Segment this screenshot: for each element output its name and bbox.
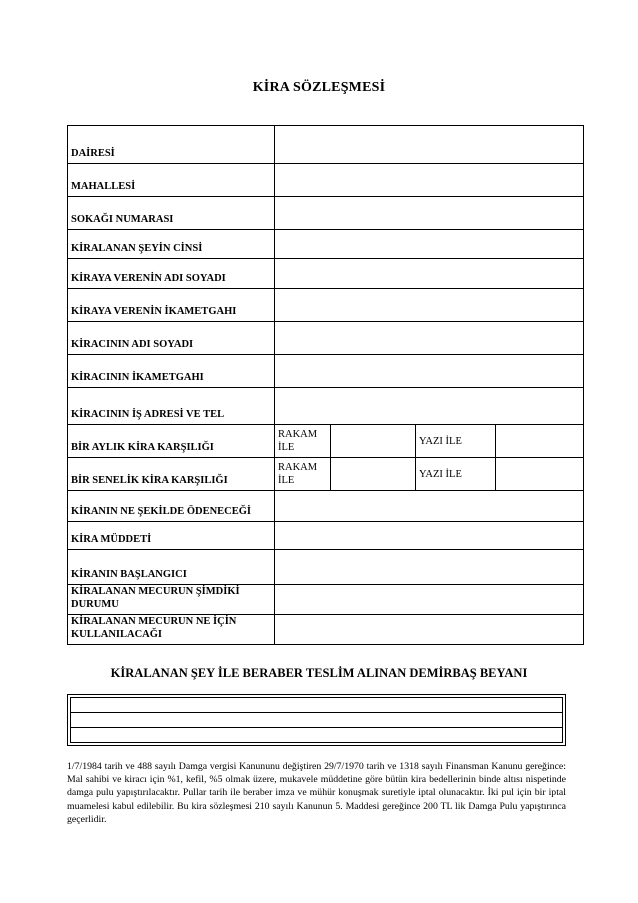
field-veren-ikamet[interactable] <box>275 289 584 322</box>
label-dairesi: DAİRESİ <box>68 126 275 164</box>
row-muddet <box>68 522 584 550</box>
rakam-label-senelik: RAKAM İLE <box>275 458 331 491</box>
label-kiraci-ikamet: KİRACININ İKAMETGAHI <box>68 355 275 388</box>
demirbas-table <box>67 694 566 746</box>
field-kiraci-is[interactable] <box>275 388 584 425</box>
field-aylik-yazi[interactable] <box>496 425 584 458</box>
demirbas-row[interactable] <box>71 728 563 743</box>
row-kullanim <box>68 615 584 645</box>
row-kiraci-ikamet <box>68 355 584 388</box>
label-baslangic: KİRANIN BAŞLANGICI <box>68 550 275 585</box>
label-mahallesi: MAHALLESİ <box>68 164 275 197</box>
field-baslangic[interactable] <box>275 550 584 585</box>
row-aylik <box>68 425 584 458</box>
field-simdiki[interactable] <box>275 585 584 615</box>
label-aylik: BİR AYLIK KİRA KARŞILIĞI <box>68 425 275 458</box>
row-dairesi <box>68 126 584 164</box>
field-senelik-rakam[interactable] <box>331 458 416 491</box>
row-odeme <box>68 491 584 522</box>
field-kiraci-ikamet[interactable] <box>275 355 584 388</box>
label-odeme: KİRANIN NE ŞEKİLDE ÖDENECEĞİ <box>68 491 275 522</box>
row-simdiki <box>68 585 584 615</box>
demirbas-row[interactable] <box>71 713 563 728</box>
yazi-label-aylik: YAZI İLE <box>416 425 496 458</box>
field-kullanim[interactable] <box>275 615 584 645</box>
field-senelik-yazi[interactable] <box>496 458 584 491</box>
field-sokak[interactable] <box>275 197 584 230</box>
label-veren-ad: KİRAYA VERENİN ADI SOYADI <box>68 259 275 289</box>
field-veren-ad[interactable] <box>275 259 584 289</box>
label-kiraci-ad: KİRACININ ADI SOYADI <box>68 322 275 355</box>
row-baslangic <box>68 550 584 585</box>
label-cinsi: KİRALANAN ŞEYİN CİNSİ <box>68 230 275 259</box>
label-senelik: BİR SENELİK KİRA KARŞILIĞI <box>68 458 275 491</box>
yazi-label-senelik: YAZI İLE <box>416 458 496 491</box>
field-dairesi[interactable] <box>275 126 584 164</box>
label-simdiki: KİRALANAN MECURUN ŞİMDİKİ DURUMU <box>68 585 275 615</box>
label-muddet: KİRA MÜDDETİ <box>68 522 275 550</box>
label-kiraci-is: KİRACININ İŞ ADRESİ VE TEL <box>68 388 275 425</box>
field-cinsi[interactable] <box>275 230 584 259</box>
row-senelik <box>68 458 584 491</box>
label-veren-ikamet: KİRAYA VERENİN İKAMETGAHI <box>68 289 275 322</box>
row-mahallesi <box>68 164 584 197</box>
row-sokak <box>68 197 584 230</box>
rakam-label-aylik: RAKAM İLE <box>275 425 331 458</box>
field-mahallesi[interactable] <box>275 164 584 197</box>
label-kullanim: KİRALANAN MECURUN NE İÇİN KULLANILACAĞI <box>68 615 275 645</box>
row-veren-ad <box>68 259 584 289</box>
row-veren-ikamet <box>68 289 584 322</box>
row-cinsi <box>68 230 584 259</box>
legal-footer-text: 1/7/1984 tarih ve 488 sayılı Damga vergisi Kanununu değiştiren 29/7/1970 tarih ve 1318 sayılı Finansman Kanunu gereğince: Mal sahibi ve kiracı için %1, kefil, %5 olmak üzere, mukavele müddetine göre bütün kira bedellerinin binde altısı nispetinde damga pulu yapıştırılacaktır. Pullar tarih ile beraber imza ve mühür konuşmak suretiyle iptal olunacaktır. İki pul için bir iptal muamelesi kabul edilebilir. Bu kira sözleşmesi 210 sayılı Kanunun 5. Maddesi gereğince 200 TL lik Damga Pulu yapıştırınca geçerlidir. <box>67 761 566 825</box>
field-kiraci-ad[interactable] <box>275 322 584 355</box>
demirbas-row[interactable] <box>71 698 563 713</box>
document-title: KİRA SÖZLEŞMESİ <box>252 80 386 95</box>
field-muddet[interactable] <box>275 522 584 550</box>
demirbas-title: KİRALANAN ŞEY İLE BERABER TESLİM ALINAN DEMİRBAŞ BEYANI <box>110 666 528 680</box>
field-aylik-rakam[interactable] <box>331 425 416 458</box>
row-kiraci-ad <box>68 322 584 355</box>
row-kiraci-is <box>68 388 584 425</box>
contract-form-table <box>67 125 584 645</box>
label-sokak: SOKAĞI NUMARASI <box>68 197 275 230</box>
field-odeme[interactable] <box>275 491 584 522</box>
